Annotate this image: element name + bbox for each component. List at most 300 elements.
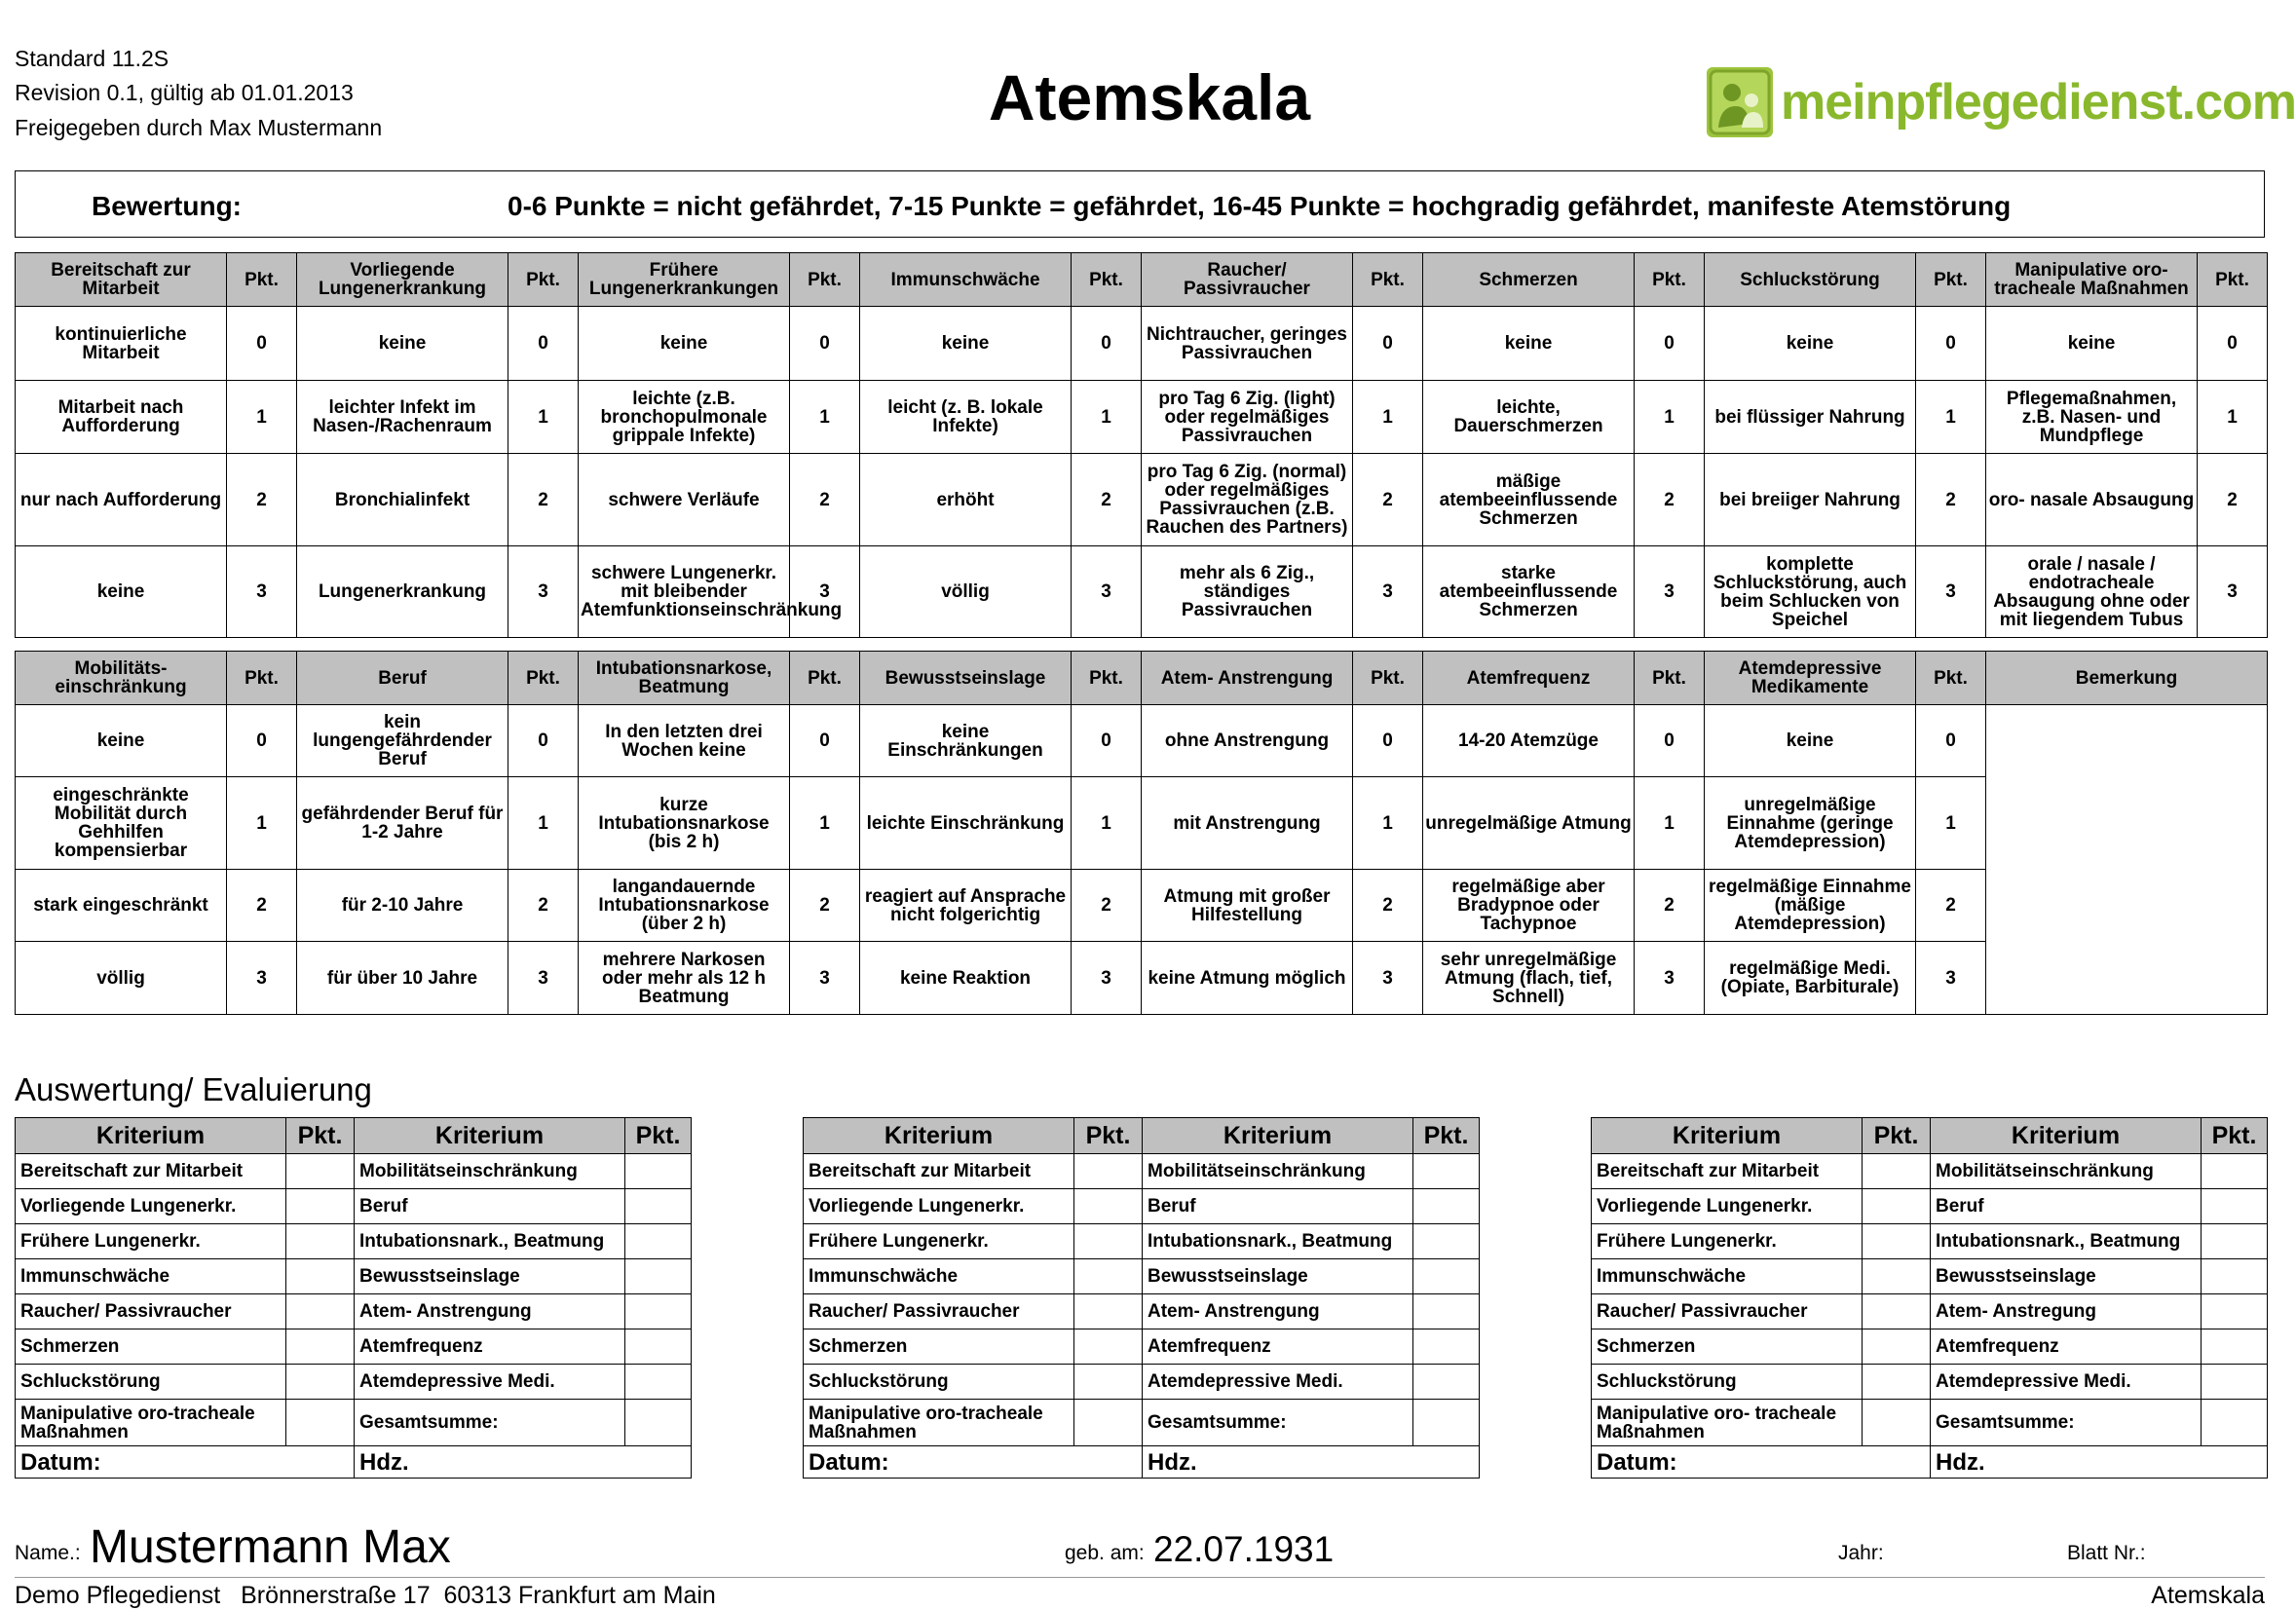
table-cell: keine — [297, 307, 508, 381]
kriterium-header: Kriterium — [1592, 1118, 1863, 1154]
kriterium-header: Kriterium — [1143, 1118, 1413, 1154]
table-cell: keine — [1423, 307, 1635, 381]
table-row — [16, 454, 2268, 546]
remark-cell[interactable] — [1986, 705, 2268, 1015]
criterion-label: Atemdepressive Medi. — [1931, 1365, 2202, 1400]
criterion-label: Atemdepressive Medi. — [355, 1365, 625, 1400]
criterion-label: Atemfrequenz — [1143, 1329, 1413, 1365]
table-row — [1592, 1400, 2268, 1446]
points-input[interactable] — [286, 1224, 355, 1259]
total-input[interactable] — [625, 1400, 692, 1446]
points-input[interactable] — [2202, 1259, 2268, 1294]
table-cell: reagiert auf Ansprache nicht folgerichtig — [860, 870, 1072, 942]
criterion-label: Schmerzen — [1592, 1329, 1863, 1365]
points-cell: 3 — [1353, 546, 1423, 638]
table-cell: starke atembeeinflussende Schmerzen — [1423, 546, 1635, 638]
birth-value[interactable]: 22.07.1931 — [1153, 1529, 1335, 1569]
points-input[interactable] — [625, 1365, 692, 1400]
points-input[interactable] — [1074, 1400, 1143, 1446]
criterion-label: Bereitschaft zur Mitarbeit — [804, 1154, 1074, 1189]
points-cell: 2 — [508, 454, 579, 546]
table-row — [804, 1294, 1480, 1329]
table-cell: mäßige atembeeinflussende Schmerzen — [1423, 454, 1635, 546]
table-cell: nur nach Aufforderung — [16, 454, 227, 546]
pkt-header: Pkt. — [1635, 652, 1705, 705]
table-cell: keine Reaktion — [860, 942, 1072, 1015]
points-input[interactable] — [625, 1259, 692, 1294]
table-row — [1592, 1189, 2268, 1224]
criterion-label: Atemfrequenz — [355, 1329, 625, 1365]
signature-label[interactable]: Hdz. — [1143, 1446, 1480, 1479]
pkt-header: Pkt. — [1353, 652, 1423, 705]
points-cell: 3 — [790, 546, 860, 638]
table-row — [804, 1224, 1480, 1259]
table-cell: völlig — [16, 942, 227, 1015]
pkt-header: Pkt. — [2198, 253, 2268, 307]
scale1-header-row — [16, 253, 2268, 307]
points-cell: 2 — [1916, 870, 1986, 942]
name-value[interactable]: Mustermann Max — [90, 1521, 451, 1573]
table-row — [1592, 1365, 2268, 1400]
table-cell: schwere Lungenerkr. mit bleibender Atemfunktionseinschränkung — [579, 546, 790, 638]
pkt-header: Pkt. — [2202, 1118, 2268, 1154]
table-cell: orale / nasale / endotracheale Absaugung ohne oder mit liegendem Tubus — [1986, 546, 2198, 638]
points-cell: 3 — [1353, 942, 1423, 1015]
scale-table-2 — [15, 651, 2268, 1015]
points-input[interactable] — [1074, 1259, 1143, 1294]
points-input[interactable] — [1413, 1294, 1480, 1329]
table-row — [1592, 1294, 2268, 1329]
criterion-label: Raucher/ Passivraucher — [804, 1294, 1074, 1329]
points-input[interactable] — [1413, 1259, 1480, 1294]
points-cell: 2 — [2198, 454, 2268, 546]
points-input[interactable] — [1413, 1224, 1480, 1259]
table-cell: keine Einschränkungen — [860, 705, 1072, 777]
points-input[interactable] — [1863, 1189, 1931, 1224]
table-row — [804, 1365, 1480, 1400]
criterion-label: Atemdepressive Medi. — [1143, 1365, 1413, 1400]
points-cell: 3 — [227, 546, 297, 638]
table-cell: bei flüssiger Nahrung — [1705, 381, 1916, 454]
points-cell: 1 — [508, 381, 579, 454]
points-cell: 3 — [508, 546, 579, 638]
criterion-label: Vorliegende Lungenerkr. — [16, 1189, 286, 1224]
pkt-header: Pkt. — [508, 253, 579, 307]
table-cell: Nichtraucher, geringes Passivrauchen — [1142, 307, 1353, 381]
points-cell: 3 — [1072, 546, 1142, 638]
criterion-label: Bewusstseinslage — [355, 1259, 625, 1294]
table-row — [804, 1400, 1480, 1446]
caregiver-logo-icon — [1707, 67, 1773, 137]
criterion-label: Immunschwäche — [804, 1259, 1074, 1294]
criterion-label: Raucher/ Passivraucher — [1592, 1294, 1863, 1329]
date-label[interactable]: Datum: — [804, 1446, 1143, 1479]
table-cell: Lungenerkrankung — [297, 546, 508, 638]
points-input[interactable] — [2202, 1294, 2268, 1329]
table-row — [16, 381, 2268, 454]
eval-header-row — [804, 1118, 1480, 1154]
points-cell: 1 — [2198, 381, 2268, 454]
points-input[interactable] — [286, 1189, 355, 1224]
points-cell: 3 — [1635, 546, 1705, 638]
table-row — [16, 1189, 692, 1224]
criterion-label: Atem- Anstrengung — [1143, 1294, 1413, 1329]
points-input[interactable] — [625, 1154, 692, 1189]
pkt-header: Pkt. — [1916, 652, 1986, 705]
points-input[interactable] — [286, 1365, 355, 1400]
total-input[interactable] — [1413, 1400, 1480, 1446]
points-cell: 2 — [1635, 454, 1705, 546]
points-input[interactable] — [625, 1224, 692, 1259]
table-cell: bei breiiger Nahrung — [1705, 454, 1916, 546]
pkt-header: Pkt. — [1916, 253, 1986, 307]
scale2-header: Beruf — [297, 652, 508, 705]
points-input[interactable] — [1863, 1294, 1931, 1329]
points-input[interactable] — [625, 1329, 692, 1365]
table-cell: Atmung mit großer Hilfestellung — [1142, 870, 1353, 942]
points-cell: 2 — [508, 870, 579, 942]
points-input[interactable] — [2202, 1224, 2268, 1259]
points-cell: 1 — [1916, 381, 1986, 454]
table-cell: In den letzten drei Wochen keine — [579, 705, 790, 777]
points-input[interactable] — [286, 1400, 355, 1446]
remark-header: Bemerkung — [1986, 652, 2268, 705]
standard-label: Standard 11.2S — [15, 46, 169, 71]
criterion-label: Bewusstseinslage — [1931, 1259, 2202, 1294]
table-row — [1592, 1224, 2268, 1259]
table-cell: Pflegemaßnahmen, z.B. Nasen- und Mundpflege — [1986, 381, 2198, 454]
points-cell: 2 — [1353, 454, 1423, 546]
points-input[interactable] — [1863, 1259, 1931, 1294]
scale1-header: Frühere Lungenerkrankungen — [579, 253, 790, 307]
table-row — [16, 1294, 692, 1329]
table-cell: sehr unregelmäßige Atmung (flach, tief, Schnell) — [1423, 942, 1635, 1015]
criterion-label: Intubationsnark., Beatmung — [355, 1224, 625, 1259]
points-input[interactable] — [286, 1329, 355, 1365]
points-cell: 0 — [2198, 307, 2268, 381]
points-cell: 3 — [227, 942, 297, 1015]
kriterium-header: Kriterium — [804, 1118, 1074, 1154]
table-cell: komplette Schluckstörung, auch beim Schlucken von Speichel — [1705, 546, 1916, 638]
signature-label[interactable]: Hdz. — [355, 1446, 692, 1479]
points-cell: 0 — [1916, 307, 1986, 381]
scale2-header: Bewusstseinslage — [860, 652, 1072, 705]
pkt-header: Pkt. — [1072, 652, 1142, 705]
evaluation-table-2 — [803, 1117, 1480, 1479]
criterion-label: Intubationsnark., Beatmung — [1143, 1224, 1413, 1259]
criterion-label: Manipulative oro- tracheale Maßnahmen — [1592, 1400, 1863, 1446]
points-cell: 3 — [2198, 546, 2268, 638]
table-cell: mehr als 6 Zig., ständiges Passivrauchen — [1142, 546, 1353, 638]
criterion-label: Raucher/ Passivraucher — [16, 1294, 286, 1329]
name-label: Name.: — [15, 1542, 81, 1564]
criterion-label: Bereitschaft zur Mitarbeit — [1592, 1154, 1863, 1189]
points-input[interactable] — [1413, 1154, 1480, 1189]
table-cell: kurze Intubationsnarkose (bis 2 h) — [579, 777, 790, 870]
table-cell: kontinuierliche Mitarbeit — [16, 307, 227, 381]
points-cell: 2 — [1635, 870, 1705, 942]
pkt-header: Pkt. — [1635, 253, 1705, 307]
table-cell: gefährdender Beruf für 1-2 Jahre — [297, 777, 508, 870]
points-cell: 0 — [1072, 705, 1142, 777]
rating-text: 0-6 Punkte = nicht gefährdet, 7-15 Punkte = gefährdet, 16-45 Punkte = hochgradig gefährdet, manifeste Atemstörung — [508, 191, 2012, 221]
date-row — [16, 1446, 692, 1479]
points-cell: 0 — [1353, 307, 1423, 381]
pkt-header: Pkt. — [1072, 253, 1142, 307]
points-cell: 3 — [1635, 942, 1705, 1015]
table-row — [804, 1329, 1480, 1365]
points-cell: 2 — [790, 870, 860, 942]
pkt-header: Pkt. — [1353, 253, 1423, 307]
points-input[interactable] — [286, 1294, 355, 1329]
points-input[interactable] — [1863, 1365, 1931, 1400]
table-row — [16, 942, 2268, 1015]
criterion-label: Immunschwäche — [1592, 1259, 1863, 1294]
scale2-header: Atem- Anstrengung — [1142, 652, 1353, 705]
table-cell: regelmäßige Einnahme (mäßige Atemdepression) — [1705, 870, 1916, 942]
page-title: Atemskala — [988, 61, 1311, 133]
points-cell: 2 — [227, 454, 297, 546]
points-cell: 2 — [1072, 454, 1142, 546]
eval-header-row — [1592, 1118, 2268, 1154]
points-input[interactable] — [1863, 1400, 1931, 1446]
table-row — [1592, 1259, 2268, 1294]
pkt-header: Pkt. — [790, 253, 860, 307]
table-cell: Mitarbeit nach Aufforderung — [16, 381, 227, 454]
criterion-label: Vorliegende Lungenerkr. — [1592, 1189, 1863, 1224]
criterion-label: Bewusstseinslage — [1143, 1259, 1413, 1294]
scale2-header: Atemdepressive Medikamente — [1705, 652, 1916, 705]
points-input[interactable] — [1863, 1329, 1931, 1365]
released-label: Freigegeben durch Max Mustermann — [15, 115, 383, 140]
criterion-label: Manipulative oro-tracheale Maßnahmen — [16, 1400, 286, 1446]
points-input[interactable] — [1413, 1365, 1480, 1400]
table-cell: kein lungengefährdender Beruf — [297, 705, 508, 777]
table-cell: keine — [1705, 307, 1916, 381]
points-cell: 3 — [1916, 942, 1986, 1015]
table-cell: pro Tag 6 Zig. (light) oder regelmäßiges Passivrauchen — [1142, 381, 1353, 454]
table-cell: keine — [16, 705, 227, 777]
criterion-label: Frühere Lungenerkr. — [16, 1224, 286, 1259]
points-cell: 2 — [1072, 870, 1142, 942]
scale-table-1 — [15, 252, 2268, 638]
points-cell: 1 — [1353, 381, 1423, 454]
table-cell: unregelmäßige Einnahme (geringe Atemdepression) — [1705, 777, 1916, 870]
points-input[interactable] — [1074, 1224, 1143, 1259]
scale1-header: Schluckstörung — [1705, 253, 1916, 307]
kriterium-header: Kriterium — [1931, 1118, 2202, 1154]
points-input[interactable] — [2202, 1189, 2268, 1224]
points-input[interactable] — [1074, 1329, 1143, 1365]
points-cell: 2 — [1916, 454, 1986, 546]
signature-label[interactable]: Hdz. — [1931, 1446, 2268, 1479]
criterion-label: Intubationsnark., Beatmung — [1931, 1224, 2202, 1259]
points-cell: 1 — [508, 777, 579, 870]
points-input[interactable] — [286, 1154, 355, 1189]
criterion-label: Beruf — [1143, 1189, 1413, 1224]
points-input[interactable] — [1413, 1329, 1480, 1365]
criterion-label: Beruf — [1931, 1189, 2202, 1224]
table-cell: keine — [1705, 705, 1916, 777]
criterion-label: Atem- Anstrengung — [355, 1294, 625, 1329]
date-label[interactable]: Datum: — [16, 1446, 355, 1479]
date-label[interactable]: Datum: — [1592, 1446, 1931, 1479]
points-cell: 0 — [1635, 705, 1705, 777]
pkt-header: Pkt. — [1074, 1118, 1143, 1154]
pkt-header: Pkt. — [227, 253, 297, 307]
criterion-label: Frühere Lungenerkr. — [1592, 1224, 1863, 1259]
table-row — [16, 1259, 692, 1294]
criterion-label: Schluckstörung — [804, 1365, 1074, 1400]
points-cell: 0 — [508, 307, 579, 381]
table-row — [804, 1189, 1480, 1224]
criterion-label: Atemfrequenz — [1931, 1329, 2202, 1365]
points-input[interactable] — [1074, 1365, 1143, 1400]
points-cell: 1 — [1072, 777, 1142, 870]
points-cell: 2 — [227, 870, 297, 942]
criterion-label: Mobilitätseinschränkung — [1931, 1154, 2202, 1189]
criterion-label: Bereitschaft zur Mitarbeit — [16, 1154, 286, 1189]
table-cell: Bronchialinfekt — [297, 454, 508, 546]
table-cell: für über 10 Jahre — [297, 942, 508, 1015]
kriterium-header: Kriterium — [16, 1118, 286, 1154]
scale2-header: Mobilitäts- einschränkung — [16, 652, 227, 705]
points-input[interactable] — [2202, 1154, 2268, 1189]
scale1-header: Manipulative oro-tracheale Maßnahmen — [1986, 253, 2198, 307]
table-row — [16, 1154, 692, 1189]
logo-text: meinpflegedienst.com — [1781, 74, 2296, 131]
table-cell: leichte Einschränkung — [860, 777, 1072, 870]
footer-address: Demo Pflegedienst Brönnerstraße 17 60313 Frankfurt am Main — [15, 1582, 716, 1609]
points-cell: 1 — [1072, 381, 1142, 454]
date-row — [804, 1446, 1480, 1479]
points-cell: 3 — [1916, 546, 1986, 638]
table-cell: keine — [860, 307, 1072, 381]
pkt-header: Pkt. — [286, 1118, 355, 1154]
table-cell: unregelmäßige Atmung — [1423, 777, 1635, 870]
year-label: Jahr: — [1838, 1542, 1884, 1564]
criterion-label: Schluckstörung — [16, 1365, 286, 1400]
table-row — [16, 1224, 692, 1259]
logo — [1707, 64, 2296, 140]
points-input[interactable] — [1863, 1224, 1931, 1259]
table-row — [16, 1365, 692, 1400]
scale2-header: Atemfrequenz — [1423, 652, 1635, 705]
points-input[interactable] — [286, 1259, 355, 1294]
total-input[interactable] — [2202, 1400, 2268, 1446]
points-cell: 2 — [1353, 870, 1423, 942]
points-input[interactable] — [625, 1294, 692, 1329]
points-cell: 0 — [1072, 307, 1142, 381]
table-cell: ohne Anstrengung — [1142, 705, 1353, 777]
table-row — [1592, 1154, 2268, 1189]
table-row — [804, 1154, 1480, 1189]
criterion-label: Schmerzen — [16, 1329, 286, 1365]
table-cell: eingeschränkte Mobilität durch Gehhilfen kompensierbar — [16, 777, 227, 870]
points-cell: 0 — [1353, 705, 1423, 777]
sheet-number-label: Blatt Nr.: — [2067, 1542, 2146, 1564]
points-input[interactable] — [2202, 1329, 2268, 1365]
scale1-header: Immunschwäche — [860, 253, 1072, 307]
points-cell: 1 — [1635, 777, 1705, 870]
table-row — [1592, 1329, 2268, 1365]
footer-doc-name: Atemskala — [2151, 1582, 2265, 1609]
scale2-header: Intubationsnarkose, Beatmung — [579, 652, 790, 705]
kriterium-header: Kriterium — [355, 1118, 625, 1154]
points-input[interactable] — [1074, 1189, 1143, 1224]
pkt-header: Pkt. — [1413, 1118, 1480, 1154]
scale1-header: Bereitschaft zur Mitarbeit — [16, 253, 227, 307]
table-cell: stark eingeschränkt — [16, 870, 227, 942]
points-input[interactable] — [2202, 1365, 2268, 1400]
criterion-label: Vorliegende Lungenerkr. — [804, 1189, 1074, 1224]
date-row — [1592, 1446, 2268, 1479]
pkt-header: Pkt. — [227, 652, 297, 705]
table-cell: leicht (z. B. lokale Infekte) — [860, 381, 1072, 454]
table-cell: keine — [1986, 307, 2198, 381]
table-row — [804, 1259, 1480, 1294]
table-row — [16, 1329, 692, 1365]
pkt-header: Pkt. — [508, 652, 579, 705]
table-cell: pro Tag 6 Zig. (normal) oder regelmäßiges Passivrauchen (z.B. Rauchen des Partners) — [1142, 454, 1353, 546]
revision-label: Revision 0.1, gültig ab 01.01.2013 — [15, 80, 354, 105]
table-cell: keine Atmung möglich — [1142, 942, 1353, 1015]
pkt-header: Pkt. — [790, 652, 860, 705]
points-cell: 0 — [227, 307, 297, 381]
criterion-label: Atem- Anstregung — [1931, 1294, 2202, 1329]
table-cell: 14-20 Atemzüge — [1423, 705, 1635, 777]
criterion-label: Mobilitätseinschränkung — [355, 1154, 625, 1189]
points-cell: 1 — [790, 381, 860, 454]
evaluation-table-1 — [15, 1117, 692, 1479]
points-cell: 0 — [227, 705, 297, 777]
points-cell: 2 — [790, 454, 860, 546]
rating-box — [15, 170, 2265, 238]
scale1-header: Raucher/ Passivraucher — [1142, 253, 1353, 307]
points-input[interactable] — [1074, 1294, 1143, 1329]
table-cell: schwere Verläufe — [579, 454, 790, 546]
table-cell: leichter Infekt im Nasen-/Rachenraum — [297, 381, 508, 454]
table-cell: oro- nasale Absaugung — [1986, 454, 2198, 546]
points-cell: 1 — [790, 777, 860, 870]
table-cell: mit Anstrengung — [1142, 777, 1353, 870]
total-label: Gesamtsumme: — [355, 1400, 625, 1446]
total-label: Gesamtsumme: — [1143, 1400, 1413, 1446]
table-row — [16, 546, 2268, 638]
points-input[interactable] — [1863, 1154, 1931, 1189]
criterion-label: Frühere Lungenerkr. — [804, 1224, 1074, 1259]
evaluation-table-3 — [1591, 1117, 2268, 1479]
evaluation-title: Auswertung/ Evaluierung — [15, 1071, 372, 1107]
table-cell: leichte (z.B. bronchopulmonale grippale Infekte) — [579, 381, 790, 454]
criterion-label: Immunschwäche — [16, 1259, 286, 1294]
points-cell: 1 — [1635, 381, 1705, 454]
points-input[interactable] — [625, 1189, 692, 1224]
points-cell: 3 — [1072, 942, 1142, 1015]
table-cell: regelmäßige Medi. (Opiate, Barbiturale) — [1705, 942, 1916, 1015]
points-input[interactable] — [1413, 1189, 1480, 1224]
table-cell: völlig — [860, 546, 1072, 638]
scale2-header-row — [16, 652, 2268, 705]
table-cell: regelmäßige aber Bradypnoe oder Tachypnoe — [1423, 870, 1635, 942]
criterion-label: Schluckstörung — [1592, 1365, 1863, 1400]
points-cell: 1 — [227, 381, 297, 454]
points-cell: 0 — [508, 705, 579, 777]
points-cell: 3 — [508, 942, 579, 1015]
points-input[interactable] — [1074, 1154, 1143, 1189]
table-cell: erhöht — [860, 454, 1072, 546]
points-cell: 0 — [790, 307, 860, 381]
